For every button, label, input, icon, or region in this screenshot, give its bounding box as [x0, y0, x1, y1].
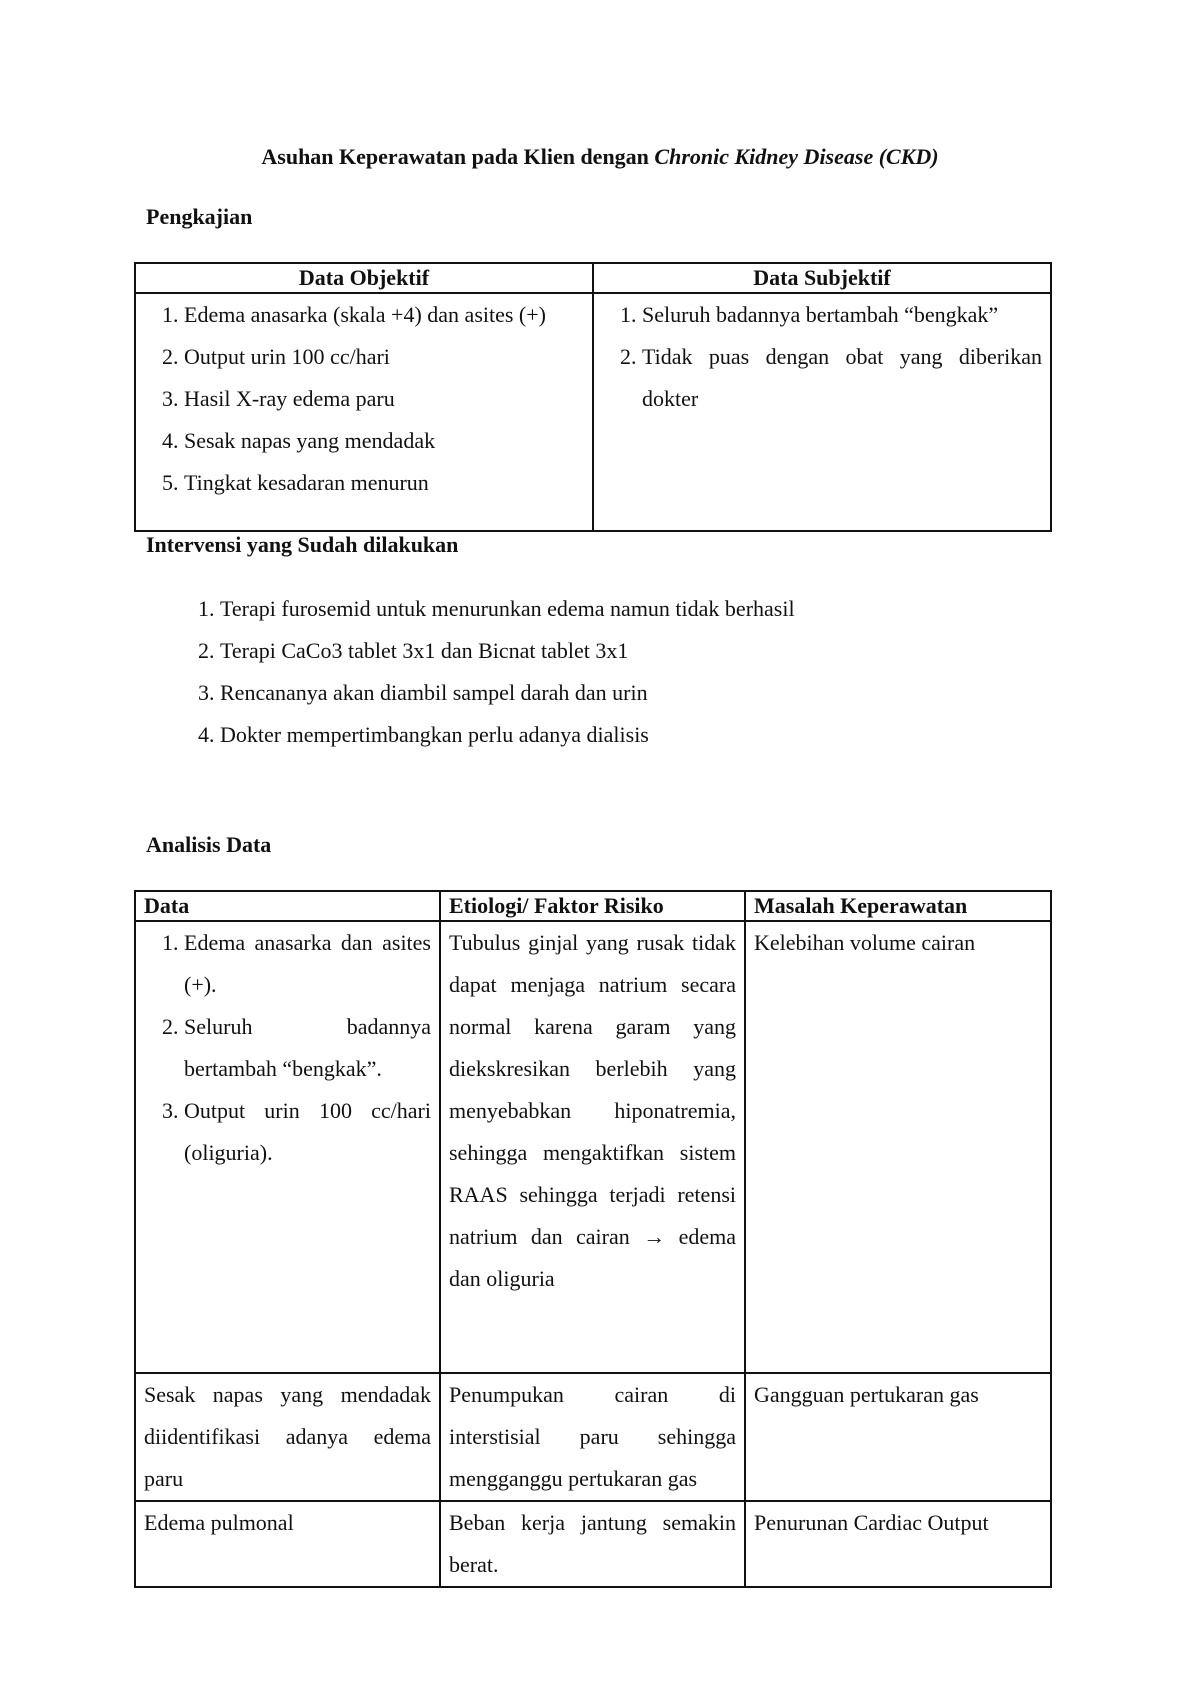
data-cell: Edema pulmonal	[135, 1501, 440, 1587]
objektif-list	[144, 294, 584, 504]
list-item: 1. Edema anasarka dan asites (+).	[184, 922, 431, 1006]
list-item: 2. Terapi CaCo3 tablet 3x1 dan Bicnat tablet 3x1	[220, 630, 795, 672]
pengkajian-table	[134, 262, 1052, 532]
list-item: 2. Output urin 100 cc/hari	[184, 336, 584, 378]
list-item: 1. Edema anasarka (skala +4) dan asites (+)	[184, 294, 584, 336]
intervensi-heading: Intervensi yang Sudah dilakukan	[146, 532, 459, 557]
data-list	[144, 922, 431, 1174]
document-title	[0, 144, 1200, 170]
table-row	[135, 921, 1051, 1373]
masalah-cell: Kelebihan volume cairan	[745, 921, 1051, 1373]
analisis-table	[134, 890, 1052, 1588]
table-row	[135, 293, 1051, 531]
list-item: 2. Seluruh badannya bertambah “bengkak”.	[184, 1006, 431, 1090]
list-item: 2. Tidak puas dengan obat yang diberikan dokter	[642, 336, 1042, 420]
subjektif-list	[602, 294, 1042, 420]
etiologi-cell	[440, 921, 745, 1373]
objektif-cell	[135, 293, 593, 531]
etiologi-cell: Penumpukan cairan di interstisial paru sehingga mengganggu pertukaran gas	[440, 1373, 745, 1501]
document-title-prefix: Asuhan Keperawatan pada Klien dengan	[261, 144, 655, 169]
table-header-row	[135, 891, 1051, 921]
etiologi-text: Tubulus ginjal yang rusak tidak dapat menjaga natrium secara normal karena garam yang diekskresikan berlebih yang menyebabkan hiponatremia, sehingga mengaktifkan sistem RAAS sehingga terjadi retensi natrium dan cairan	[449, 930, 736, 1249]
masalah-cell: Penurunan Cardiac Output	[745, 1501, 1051, 1587]
header-data-objektif: Data Objektif	[135, 263, 593, 293]
etiologi-text-end: edema dan oliguria	[449, 1224, 737, 1291]
list-item: 3. Hasil X-ray edema paru	[184, 378, 584, 420]
list-item: 1. Seluruh badannya bertambah “bengkak”	[642, 294, 1042, 336]
etiologi-cell: Beban kerja jantung semakin berat.	[440, 1501, 745, 1587]
list-item: 3. Rencananya akan diambil sampel darah dan urin	[220, 672, 795, 714]
list-item: 5. Tingkat kesadaran menurun	[184, 462, 584, 504]
data-cell: Sesak napas yang mendadak diidentifikasi adanya edema paru	[135, 1373, 440, 1501]
document-title-italic: Chronic Kidney Disease (CKD)	[654, 144, 939, 169]
header-masalah: Masalah Keperawatan	[745, 891, 1051, 921]
list-item: 4. Dokter mempertimbangkan perlu adanya dialisis	[220, 714, 795, 756]
table-row	[135, 1373, 1051, 1501]
header-etiologi: Etiologi/ Faktor Risiko	[440, 891, 745, 921]
table-row	[135, 1501, 1051, 1587]
data-cell	[135, 921, 440, 1373]
list-item: 4. Sesak napas yang mendadak	[184, 420, 584, 462]
analisis-heading: Analisis Data	[146, 832, 272, 857]
subjektif-cell	[593, 293, 1051, 531]
list-item: 3. Output urin 100 cc/hari (oliguria).	[184, 1090, 431, 1174]
header-data: Data	[135, 891, 440, 921]
arrow-right-icon: →	[643, 1224, 666, 1249]
pengkajian-heading: Pengkajian	[146, 204, 253, 229]
masalah-cell: Gangguan pertukaran gas	[745, 1373, 1051, 1501]
intervensi-list	[180, 588, 795, 756]
header-data-subjektif: Data Subjektif	[593, 263, 1051, 293]
list-item: 1. Terapi furosemid untuk menurunkan edema namun tidak berhasil	[220, 588, 795, 630]
table-header-row	[135, 263, 1051, 293]
